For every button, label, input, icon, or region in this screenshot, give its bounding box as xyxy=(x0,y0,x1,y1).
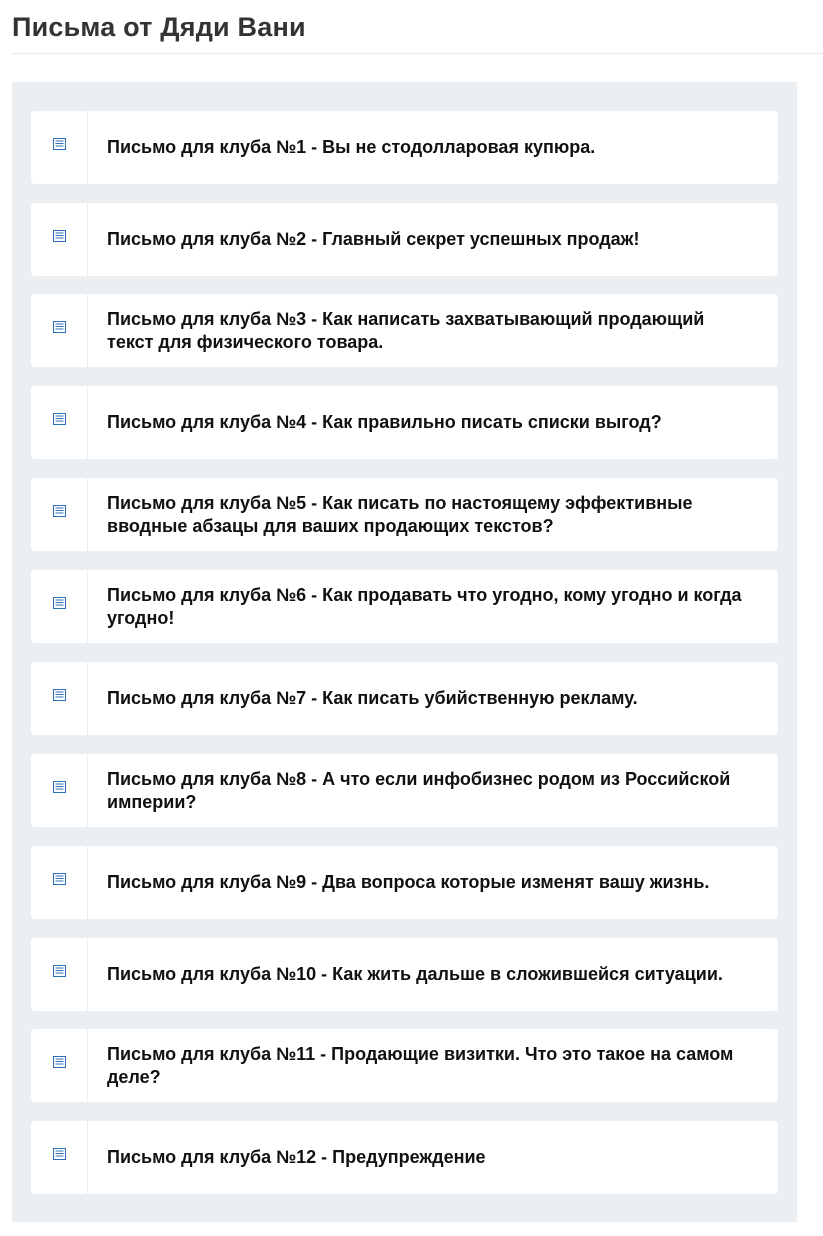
document-icon xyxy=(53,505,66,517)
lesson-icon-cell xyxy=(31,294,88,367)
lesson-title: Письмо для клуба №10 - Как жить дальше в сложившейся ситуации. xyxy=(107,964,723,984)
lesson-icon-cell xyxy=(31,111,88,184)
lesson-item[interactable] xyxy=(31,570,778,643)
title-divider xyxy=(12,53,823,54)
lesson-item[interactable] xyxy=(31,1121,778,1194)
document-icon xyxy=(53,781,66,793)
lesson-item[interactable] xyxy=(31,938,778,1011)
page-title: Письма от Дяди Вани xyxy=(12,12,306,42)
lesson-title: Письмо для клуба №4 - Как правильно писать списки выгод? xyxy=(107,412,662,432)
lesson-icon-cell xyxy=(31,570,88,643)
lesson-icon-cell xyxy=(31,846,88,919)
lesson-item[interactable] xyxy=(31,386,778,459)
lesson-item[interactable] xyxy=(31,478,778,551)
lesson-item[interactable] xyxy=(31,294,778,367)
lesson-item[interactable] xyxy=(31,754,778,827)
lesson-icon-cell xyxy=(31,203,88,276)
document-icon xyxy=(53,321,66,333)
document-icon xyxy=(53,413,66,425)
lesson-item[interactable] xyxy=(31,203,778,276)
lesson-title: Письмо для клуба №12 - Предупреждение xyxy=(107,1147,486,1167)
lesson-title: Письмо для клуба №6 - Как продавать что угодно, кому угодно и когда угодно! xyxy=(107,584,742,628)
document-icon xyxy=(53,230,66,242)
lesson-title: Письмо для клуба №2 - Главный секрет успешных продаж! xyxy=(107,229,640,249)
document-icon xyxy=(53,965,66,977)
lesson-icon-cell xyxy=(31,662,88,735)
lesson-item[interactable] xyxy=(31,662,778,735)
lesson-title: Письмо для клуба №9 - Два вопроса которые изменят вашу жизнь. xyxy=(107,872,710,892)
lesson-item[interactable] xyxy=(31,846,778,919)
document-icon xyxy=(53,689,66,701)
lesson-title: Письмо для клуба №7 - Как писать убийственную рекламу. xyxy=(107,688,638,708)
lesson-icon-cell xyxy=(31,386,88,459)
lesson-icon-cell xyxy=(31,938,88,1011)
document-icon xyxy=(53,597,66,609)
lesson-icon-cell xyxy=(31,1029,88,1102)
lesson-icon-cell xyxy=(31,754,88,827)
document-icon xyxy=(53,1148,66,1160)
lesson-title: Письмо для клуба №3 - Как написать захватывающий продающий текст для физического товара. xyxy=(107,308,705,352)
lesson-icon-cell xyxy=(31,1121,88,1194)
lesson-item[interactable] xyxy=(31,1029,778,1102)
document-icon xyxy=(53,1056,66,1068)
document-icon xyxy=(53,873,66,885)
lesson-title: Письмо для клуба №1 - Вы не стодолларовая купюра. xyxy=(107,137,596,157)
lesson-title: Письмо для клуба №5 - Как писать по настоящему эффективные вводные абзацы для ваших продающих текстов? xyxy=(107,492,693,536)
lesson-item[interactable] xyxy=(31,111,778,184)
lesson-list xyxy=(12,82,797,1222)
lesson-title: Письмо для клуба №11 - Продающие визитки. Что это такое на самом деле? xyxy=(107,1043,734,1087)
lesson-title: Письмо для клуба №8 - А что если инфобизнес родом из Российской империи? xyxy=(107,768,731,812)
lesson-icon-cell xyxy=(31,478,88,551)
document-icon xyxy=(53,138,66,150)
